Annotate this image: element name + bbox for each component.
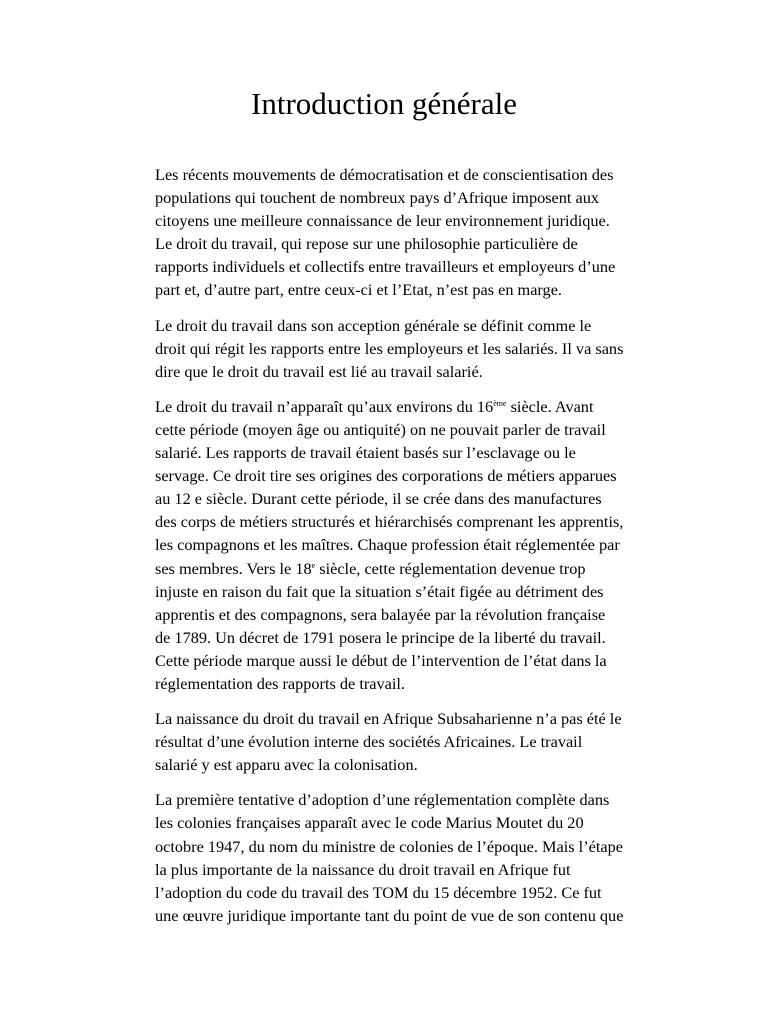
text-line — [155, 580, 685, 603]
text-segment: de 1789. Un décret de 1791 posera le principe de la liberté du travail. — [155, 627, 606, 647]
text-segment: ses membres. Vers le 18 — [155, 558, 312, 578]
text-segment: l’adoption du code du travail des TOM du 15 décembre 1952. Ce fut — [155, 882, 602, 902]
paragraph — [155, 163, 685, 302]
text-line — [155, 337, 685, 360]
text-segment: apprentis et des compagnons, sera balayée par la révolution française — [155, 604, 606, 624]
text-segment: part et, d’autre part, entre ceux-ci et l’Etat, n’est pas en marge. — [155, 280, 562, 300]
page-title: Introduction générale — [251, 86, 517, 121]
text-segment: rapports individuels et collectifs entre travailleurs et employeurs d’une — [155, 257, 616, 277]
text-line — [155, 649, 685, 672]
paragraph — [155, 395, 685, 695]
text-line — [155, 788, 685, 811]
text-segment: au 12 e siècle. Durant cette période, il se crée dans des manufactures — [155, 489, 602, 509]
text-segment: droit qui régit les rapports entre les employeurs et les salariés. Il va sans — [155, 338, 624, 358]
document-body — [155, 163, 685, 939]
text-segment: siècle. Avant — [506, 396, 594, 416]
text-line — [155, 232, 685, 255]
text-line — [155, 510, 685, 533]
superscript: ème — [493, 398, 507, 408]
text-line — [155, 835, 685, 858]
text-segment: Les récents mouvements de démocratisation et de conscientisation des — [155, 165, 614, 184]
text-segment: injuste en raison du fait que la situation s’était figée au détriment des — [155, 581, 604, 601]
text-line — [155, 672, 685, 695]
paragraph — [155, 788, 685, 927]
text-line — [155, 707, 685, 730]
text-line — [155, 730, 685, 753]
text-line — [155, 858, 685, 881]
text-line — [155, 278, 685, 301]
text-line — [155, 314, 685, 337]
text-line — [155, 557, 685, 580]
text-segment: les colonies françaises apparaît avec le code Marius Moutet du 20 — [155, 813, 584, 833]
text-line — [155, 360, 685, 383]
superscript: e — [311, 560, 316, 570]
text-segment: réglementation des rapports de travail. — [155, 673, 406, 693]
text-line — [155, 603, 685, 626]
text-line — [155, 464, 685, 487]
text-line — [155, 811, 685, 834]
text-segment: salarié. Les rapports de travail étaient basés sur l’esclavage ou le — [155, 443, 576, 463]
text-segment: les compagnons et les maîtres. Chaque profession était réglementée par — [155, 535, 620, 555]
text-line — [155, 209, 685, 232]
text-line — [155, 186, 685, 209]
text-segment: servage. Ce droit tire ses origines des corporations de métiers apparues — [155, 466, 617, 486]
text-line — [155, 626, 685, 649]
paragraph — [155, 314, 685, 383]
text-line — [155, 395, 685, 418]
text-segment: des corps de métiers structurés et hiérarchisés comprenant les apprentis, — [155, 512, 624, 532]
text-segment: dire que le droit du travail est lié au travail salarié. — [155, 361, 483, 381]
text-segment: La première tentative d’adoption d’une réglementation complète dans — [155, 790, 610, 810]
text-segment: Le droit du travail dans son acception générale se définit comme le — [155, 315, 592, 335]
text-segment: Le droit du travail n’apparaît qu’aux environs du 16 — [155, 396, 494, 416]
text-line — [155, 753, 685, 776]
text-segment: une œuvre juridique importante tant du point de vue de son contenu que — [155, 905, 624, 925]
text-segment: octobre 1947, du nom du ministre de colonies de l’époque. Mais l’étape — [155, 836, 623, 856]
text-segment: Cette période marque aussi le début de l’intervention de l’état dans la — [155, 650, 607, 670]
text-segment: la plus importante de la naissance du droit travail en Afrique fut — [155, 859, 571, 879]
text-line — [155, 255, 685, 278]
text-segment: cette période (moyen âge ou antiquité) on ne pouvait parler de travail — [155, 419, 606, 439]
text-line — [155, 487, 685, 510]
text-line — [155, 881, 685, 904]
text-line — [155, 441, 685, 464]
text-segment: citoyens une meilleure connaissance de leur environnement juridique. — [155, 211, 610, 231]
paragraph — [155, 707, 685, 776]
text-segment: salarié y est apparu avec la colonisation. — [155, 755, 418, 775]
text-segment: Le droit du travail, qui repose sur une philosophie particulière de — [155, 234, 578, 254]
text-segment: populations qui touchent de nombreux pays d’Afrique imposent aux — [155, 188, 600, 208]
text-line — [155, 163, 685, 186]
text-line — [155, 533, 685, 556]
text-segment: La naissance du droit du travail en Afrique Subsaharienne n’a pas été le — [155, 709, 622, 729]
text-segment: siècle, cette réglementation devenue trop — [315, 558, 586, 578]
text-segment: résultat d’une évolution interne des sociétés Africaines. Le travail — [155, 732, 583, 752]
text-line — [155, 418, 685, 441]
text-line — [155, 904, 685, 927]
